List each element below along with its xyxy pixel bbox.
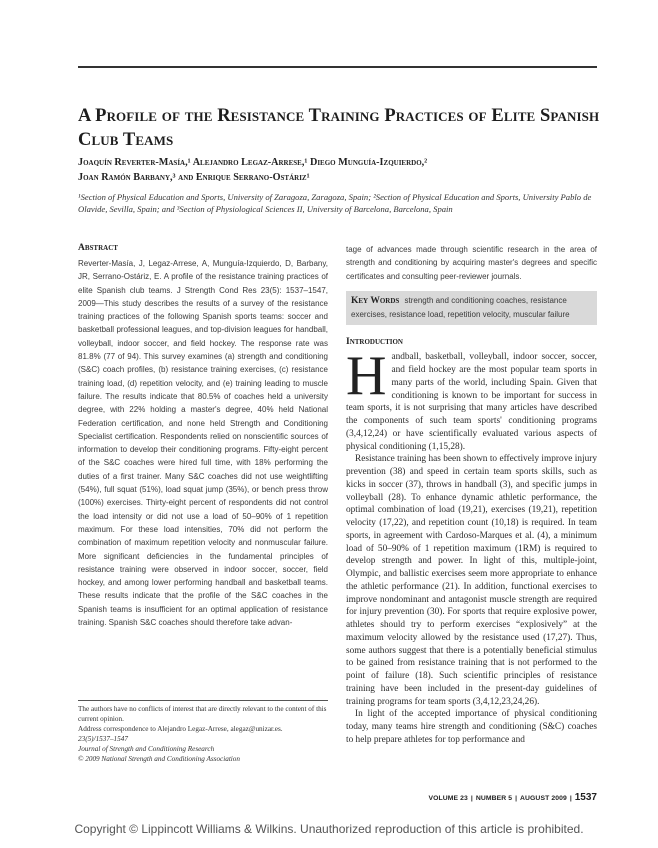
journal-name: Journal of Strength and Conditioning Research <box>78 745 215 753</box>
intro-paragraph-1 <box>346 345 597 453</box>
footer-separator: | <box>515 795 518 802</box>
footnote-rule <box>78 700 328 701</box>
author-line-2: Joan Ramón Barbany,³ and Enrique Serrano-Ostáriz¹ <box>78 171 310 183</box>
footer-volume: VOLUME 23 <box>428 795 468 802</box>
keywords-box <box>346 291 597 326</box>
author-list <box>78 156 608 185</box>
abstract-body: Reverter-Masía, J, Legaz-Arrese, A, Munguía-Izquierdo, D, Barbany, JR, Serrano-Ostáriz, E. A profile of the resistance training practices of elite Spanish club teams. J Strength Cond Res 23(5): 1537–1547, 2009—This study describes the results of a survey of the resistance training practices of the following Spanish sports teams: soccer and basketball professional leagues, and top-division leagues for handball, volleyball, indoor soccer, and field hockey. The response rate was 81.8% (77 of 94). This survey examines (a) strength and conditioning (S&C) coach profiles, (b) resistance training exercises, (c) resistance training load, (d) repetition velocity, and (e) training leading to muscle failure. The results indicate that 80.5% of coaches held a university degree, with 22% holding a master's degree, 40% held National Federation certification, and none held Strength and Conditioning Specialist certification. Respondents relied on nonscientific sources of information to develop their conditioning programs. Fifty-eight percent of the S&C coaches were hired full time, with 18% performing the duties of a first trainer. Many S&C coaches did not use weightlifting (54%), full squat (51%), load squat jump (35%), or bench press throw (100%) exercises. Thirty-eight percent of respondents did not control the load intensity or did not use a load of 50–90% of 1 repetition maximum. For these load intensities, 70% did not perform the combination of maximum repetition velocity and nonmuscular failure. More significant deficiencies in the fundamental principles of resistance training were observed in indoor soccer, soccer, field hockey, and among lower performing handball and basketball teams. These results indicate that the profile of the S&C coaches in the Spanish teams is insufficient for an optimal application of resistance training. Spanish S&C coaches should therefore take advan- <box>78 259 328 628</box>
introduction-body <box>346 345 597 746</box>
right-column <box>346 243 597 747</box>
keywords-label: Key Words <box>351 295 400 306</box>
footer-separator: | <box>470 795 473 802</box>
affiliations: ¹Section of Physical Education and Sports, University of Zaragoza, Zaragoza, Spain; ²Section of Physical Education and Sports, University Pablo de Olavide, Sevilla, Spain; and ³Section of Physiological Sciences II, University of Barcelona, Barcelona, Spain <box>78 192 592 214</box>
introduction-heading: Introduction <box>346 337 403 348</box>
intro-paragraph-3: In light of the accepted importance of physical conditioning today, many teams hire strength and conditioning (S&C) coaches to help prepare athletes for top performance and <box>346 709 597 745</box>
footer-separator: | <box>569 795 572 802</box>
correspondence: Address correspondence to Alejandro Legaz-Arrese, alegaz@unizar.es. <box>78 725 283 733</box>
intro-paragraph-2: Resistance training has been shown to effectively improve injury prevention (38) and speed in certain team sports skills, such as kicks in soccer (37), throws in handball (3), and specific jumps in volleyball (28). To enhance dynamic athletic performance, the optimal combination of load (19,21), exercises (19,21), repetition velocity (17,22), and repetition count (10,18) is required. In team sports, in agreement with Cardoso-Marques et al. (4), a minimum load of 50–90% of 1 repetition maximum (1RM) is required to develop strength and power. In light of this, multiple-joint, Olympic, and ballistic exercises seem more appropriate to enhance the athletic performance (21). In addition, functional exercises to improve nondominant and antagonist muscle strength are required for injury prevention (30). For sports that require explosive power, athletes should try to perform exercises “explosively” at the maximum velocity allowed by the resistance used (17,27). Thus, some authors suggest that there is a potentially beneficial stimulus to be gained from resistance training that is not performed to the point of failure (18). Such scientific principles of resistance training have been included in the present-day guidelines of training programs for team sports (3,4,12,23,24,26). <box>346 454 597 707</box>
article-title: A Profile of the Resistance Training Practices of Elite Spanish Club Teams <box>78 106 600 150</box>
footer-date: AUGUST 2009 <box>520 795 567 802</box>
conflict-statement: The authors have no conflicts of interest that are directly relevant to the content of this current opinion. <box>78 705 327 723</box>
header-rule <box>78 66 597 68</box>
abstract-heading: Abstract <box>78 243 118 253</box>
copyright-notice: Copyright © Lippincott Williams & Wilkins. Unauthorized reproduction of this article is prohibited. <box>74 822 584 836</box>
left-column <box>78 243 328 629</box>
journal-copyright: © 2009 National Strength and Conditioning Association <box>78 755 240 763</box>
intro-paragraph-1-text: andball, basketball, volleyball, indoor soccer, soccer, and field hockey are the most popular team sports in many parts of the world, including Spain. Given that conditioning is known to be important for success in team sports, it is not surprising that many articles have described the components of such team sports' conditioning programs (3,4,12,24) or have scientifically evaluated various aspects of physical conditioning (1,15,28). <box>346 352 597 452</box>
author-line-1: Joaquín Reverter-Masía,¹ Alejandro Legaz-Arrese,¹ Diego Munguía-Izquierdo,² <box>78 157 428 168</box>
citation-range: 23(5)/1537–1547 <box>78 735 128 743</box>
keywords-text: strength and conditioning coaches, resistance exercises, resistance load, repetition velocity, muscular failure <box>351 295 570 320</box>
footer-number: NUMBER 5 <box>475 795 513 802</box>
footnotes <box>78 704 330 764</box>
abstract-continued: tage of advances made through scientific research in the area of strength and conditioning by acquiring master's degrees and specific certificates and consulting peer-reviewer journals. <box>346 245 597 281</box>
drop-cap: H <box>346 345 387 408</box>
page-number: 1537 <box>574 792 597 803</box>
page-footer <box>346 787 597 805</box>
